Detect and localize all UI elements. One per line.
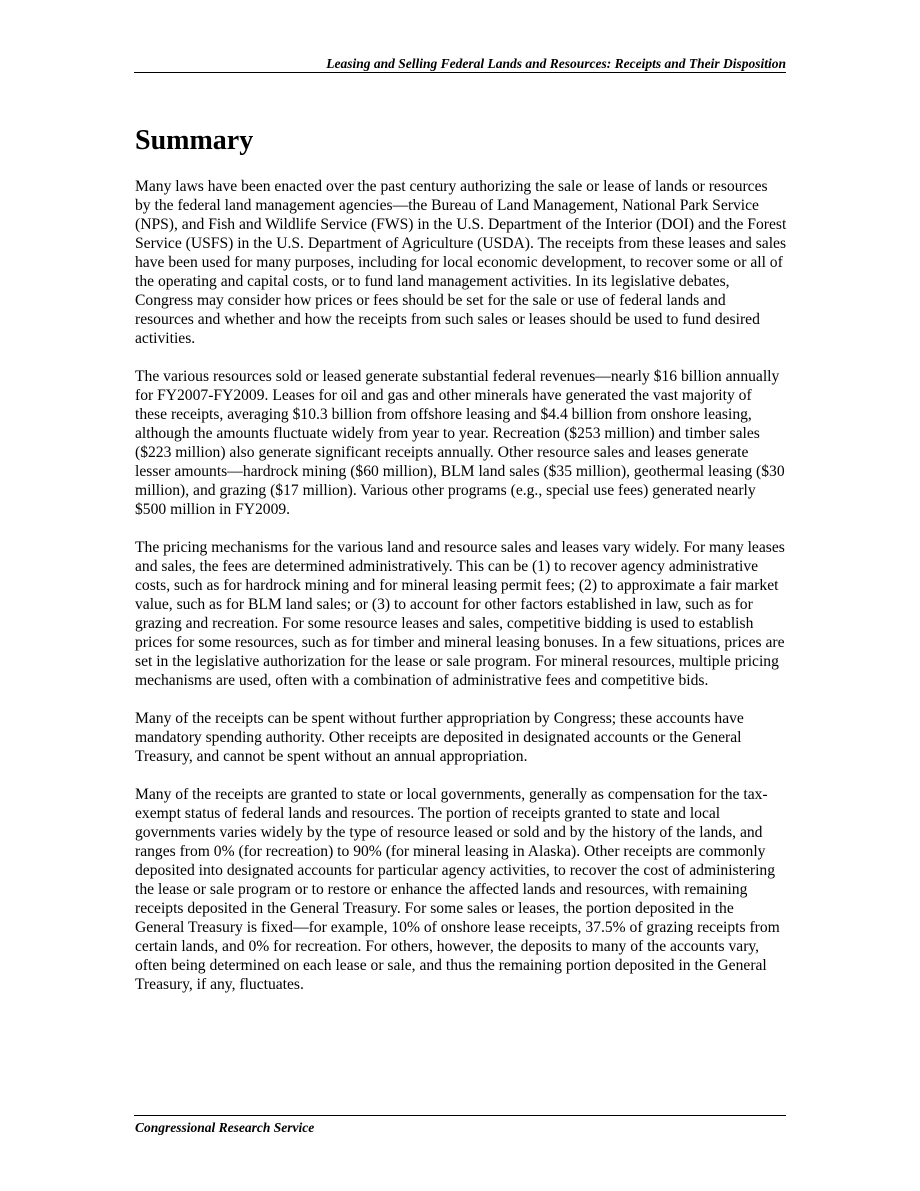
footer-divider: [134, 1115, 786, 1116]
paragraph-4: Many of the receipts can be spent without further appropriation by Congress; these accounts have mandatory spending authority. Other receipts are deposited in designated accounts or the General Treasury, and cannot be spent without an annual appropriation.: [135, 710, 744, 765]
summary-body: [135, 177, 787, 1013]
paragraph-3: The pricing mechanisms for the various land and resource sales and leases vary widely. For many leases and sales, the fees are determined administratively. This can be (1) to recover agency administrative costs, such as for hardrock mining and for mineral leasing permit fees; (2) to approximate a fair market value, such as for BLM land sales; or (3) to account for other factors established in law, such as for grazing and recreation. For some resource leases and sales, competitive bidding is used to establish prices for some resources, such as for timber and mineral leasing bonuses. In a few situations, prices are set in the legislative authorization for the lease or sale program. For mineral resources, multiple pricing mechanisms are used, often with a combination of administrative fees and competitive bids.: [135, 539, 785, 689]
header-divider: [134, 72, 786, 73]
section-title: Summary: [135, 125, 254, 156]
paragraph-5: Many of the receipts are granted to state or local governments, generally as compensation for the tax-exempt status of federal lands and resources. The portion of receipts granted to state and local governments varies widely by the type of resource leased or sold and by the history of the lands, and ranges from 0% (for recreation) to 90% (for mineral leasing in Alaska). Other receipts are commonly deposited into designated accounts for particular agency activities, to recover the cost of administering the lease or sale program or to restore or enhance the affected lands and resources, with remaining receipts deposited in the General Treasury. For some sales or leases, the portion deposited in the General Treasury is fixed—for example, 10% of onshore lease receipts, 37.5% of grazing receipts from certain lands, and 0% for recreation. For others, however, the deposits to many of the accounts vary, often being determined on each lease or sale, and thus the remaining portion deposited in the General Treasury, if any, fluctuates.: [135, 786, 780, 993]
paragraph-2: The various resources sold or leased generate substantial federal revenues—nearly $16 billion annually for FY2007-FY2009. Leases for oil and gas and other minerals have generated the vast majority of these receipts, averaging $10.3 billion from offshore leasing and $4.4 billion from onshore leasing, although the amounts fluctuate widely from year to year. Recreation ($253 million) and timber sales ($223 million) also generate significant receipts annually. Other resource sales and leases generate lesser amounts—hardrock mining ($60 million), BLM land sales ($35 million), geothermal leasing ($30 million), and grazing ($17 million). Various other programs (e.g., special use fees) generated nearly $500 million in FY2009.: [135, 368, 785, 518]
paragraph-1: Many laws have been enacted over the past century authorizing the sale or lease of lands or resources by the federal land management agencies—the Bureau of Land Management, National Park Service (NPS), and Fish and Wildlife Service (FWS) in the U.S. Department of the Interior (DOI) and the Forest Service (USFS) in the U.S. Department of Agriculture (USDA). The receipts from these leases and sales have been used for many purposes, including for local economic development, to recover some or all of the operating and capital costs, or to fund land management activities. In its legislative debates, Congress may consider how prices or fees should be set for the sale or use of federal lands and resources and whether and how the receipts from such sales or leases should be used to fund desired activities.: [135, 178, 787, 347]
running-header: Leasing and Selling Federal Lands and Resources: Receipts and Their Disposition: [326, 56, 786, 71]
footer-organization: Congressional Research Service: [135, 1120, 315, 1135]
